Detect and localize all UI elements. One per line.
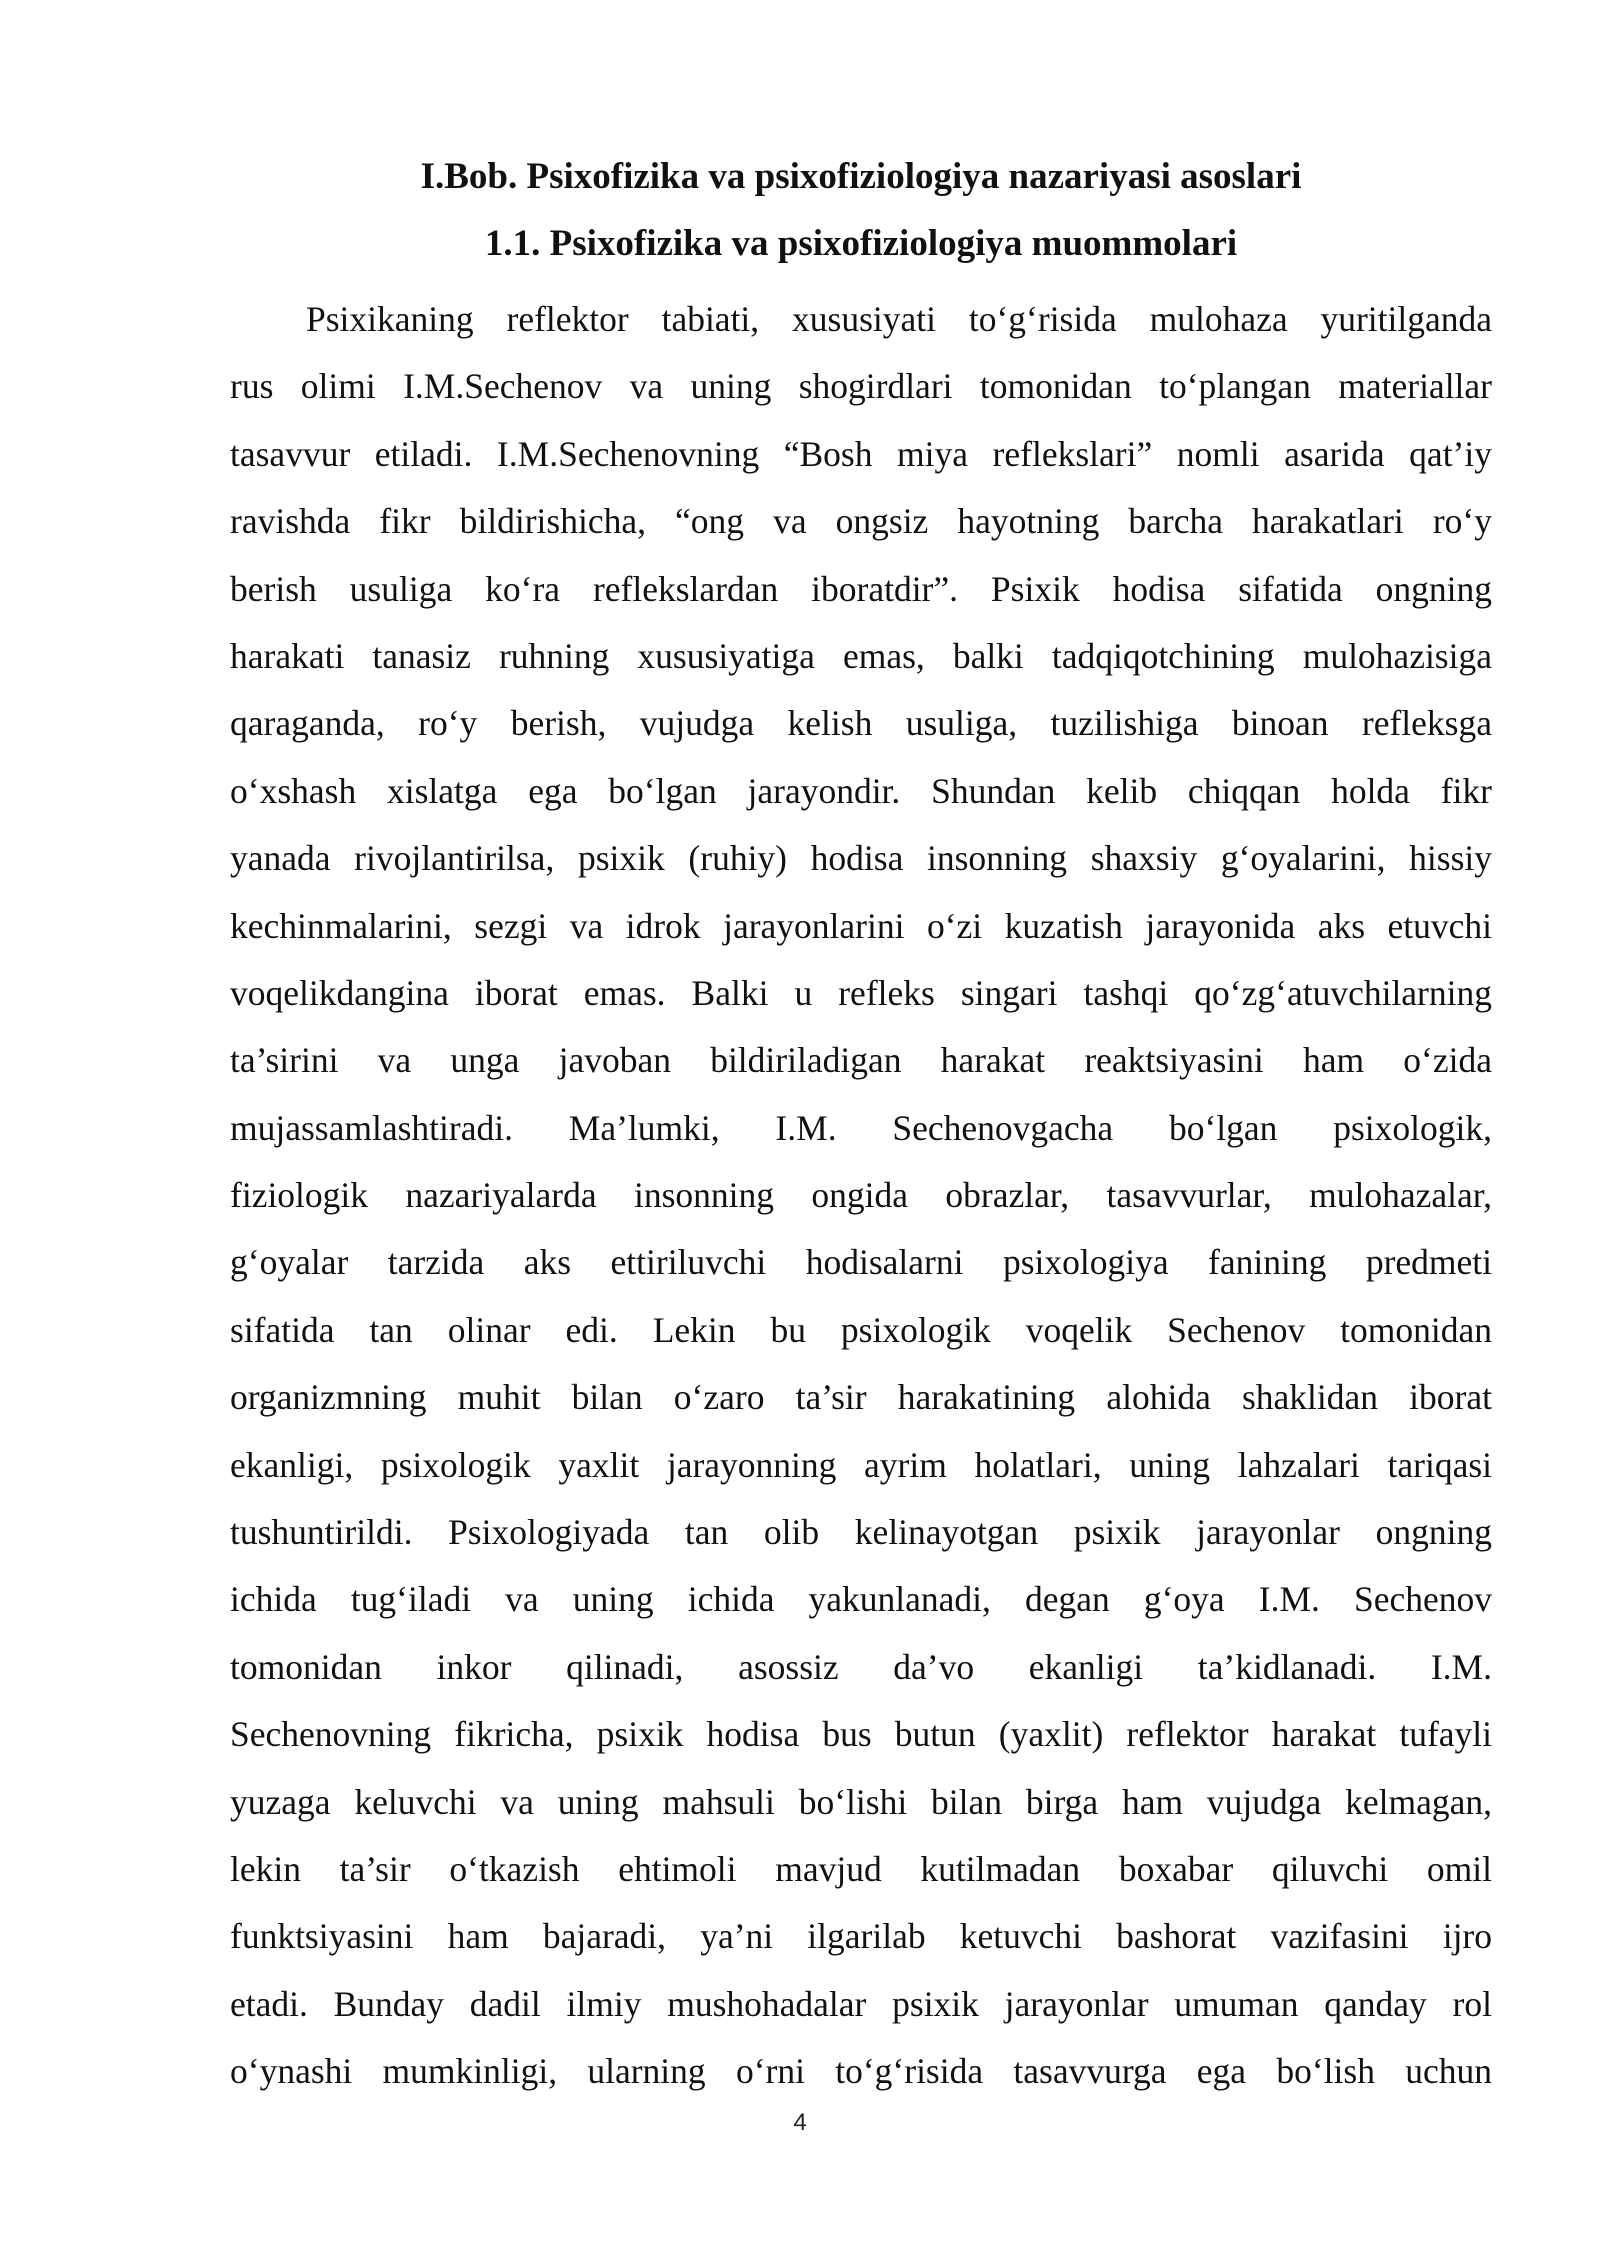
paragraph-line: yanada rivojlantirilsa, psixik (ruhiy) hodisa insonning shaxsiy g‘oyalarini, hissiy (230, 838, 1492, 879)
paragraph-line: mujassamlashtiradi. Ma’lumki, I.M. Sechenovgacha bo‘lgan psixologik, (230, 1107, 1492, 1148)
paragraph-line: lekin ta’sir o‘tkazish ehtimoli mavjud kutilmadan boxabar qiluvchi omil (230, 1848, 1492, 1889)
paragraph-line: harakati tanasiz ruhning xususiyatiga emas, balki tadqiqotchining mulohazisiga (230, 635, 1492, 676)
body-paragraph (230, 286, 1492, 2106)
paragraph-line: voqelikdangina iborat emas. Balki u refleks singari tashqi qo‘zg‘atuvchilarning (230, 972, 1492, 1013)
paragraph-line: etadi. Bunday dadil ilmiy mushohadalar psixik jarayonlar umuman qanday rol (230, 1983, 1492, 2024)
paragraph-line: berish usuliga ko‘ra reflekslardan iboratdir”. Psixik hodisa sifatida ongning (230, 568, 1492, 609)
page-number: 4 (793, 2109, 807, 2136)
section-title: 1.1. Psixofizika va psixofiziologiya muommolari (484, 223, 1238, 264)
paragraph-line: ta’sirini va unga javoban bildiriladigan harakat reaktsiyasini ham o‘zida (230, 1040, 1492, 1081)
paragraph-line: tushuntirildi. Psixologiyada tan olib kelinayotgan psixik jarayonlar ongning (230, 1512, 1492, 1553)
paragraph-line: tomonidan inkor qilinadi, asossiz da’vo ekanligi ta’kidlanadi. I.M. (230, 1646, 1492, 1687)
paragraph-line: funktsiyasini ham bajaradi, ya’ni ilgarilab ketuvchi bashorat vazifasini ijro (230, 1916, 1492, 1957)
paragraph-line: ekanligi, psixologik yaxlit jarayonning ayrim holatlari, uning lahzalari tariqasi (230, 1444, 1492, 1485)
paragraph-line: qaraganda, ro‘y berish, vujudga kelish usuliga, tuzilishiga binoan refleksga (230, 703, 1492, 744)
paragraph-line: kechinmalarini, sezgi va idrok jarayonlarini o‘zi kuzatish jarayonida aks etuvchi (230, 905, 1492, 946)
paragraph-line: tasavvur etiladi. I.M.Sechenovning “Bosh miya reflekslari” nomli asarida qat’iy (230, 433, 1492, 474)
paragraph-line: fiziologik nazariyalarda insonning ongida obrazlar, tasavvurlar, mulohazalar, (230, 1175, 1492, 1216)
chapter-title: I.Bob. Psixofizika va psixofiziologiya nazariyasi asoslari (420, 156, 1302, 197)
paragraph-line: sifatida tan olinar edi. Lekin bu psixologik voqelik Sechenov tomonidan (230, 1309, 1492, 1350)
paragraph-line: Psixikaning reflektor tabiati, xususiyati to‘g‘risida mulohaza yuritilganda (306, 299, 1492, 339)
paragraph-line: yuzaga keluvchi va uning mahsuli bo‘lishi bilan birga ham vujudga kelmagan, (230, 1781, 1492, 1822)
paragraph-line: o‘ynashi mumkinligi, ularning o‘rni to‘g‘risida tasavvurga ega bo‘lish uchun (230, 2051, 1492, 2092)
paragraph-line: ravishda fikr bildirishicha, “ong va ongsiz hayotning barcha harakatlari ro‘y (230, 501, 1492, 542)
paragraph-line: o‘xshash xislatga ega bo‘lgan jarayondir. Shundan kelib chiqqan holda fikr (230, 770, 1492, 811)
paragraph-line: rus olimi I.M.Sechenov va uning shogirdlari tomonidan to‘plangan materiallar (230, 366, 1492, 407)
paragraph-line: g‘oyalar tarzida aks ettiriluvchi hodisalarni psixologiya fanining predmeti (230, 1242, 1492, 1283)
paragraph-line: organizmning muhit bilan o‘zaro ta’sir harakatining alohida shaklidan iborat (230, 1377, 1492, 1418)
paragraph-line: Sechenovning fikricha, psixik hodisa bus butun (yaxlit) reflektor harakat tufayli (230, 1714, 1492, 1755)
paragraph-line: ichida tug‘iladi va uning ichida yakunlanadi, degan g‘oya I.M. Sechenov (230, 1579, 1492, 1620)
